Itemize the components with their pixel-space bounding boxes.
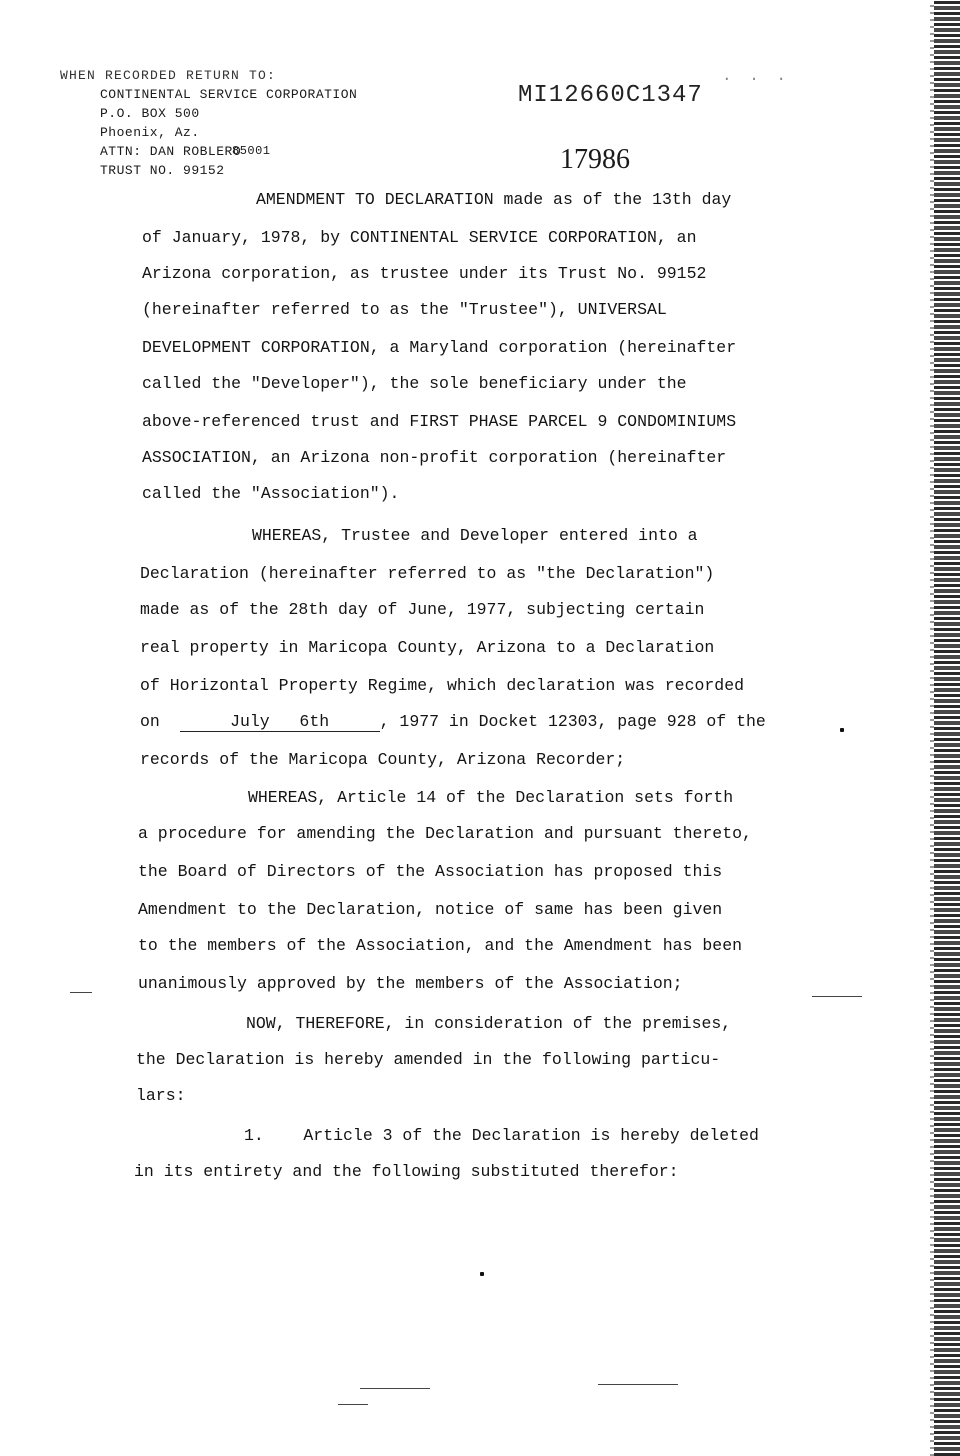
now-therefore-line: NOW, THEREFORE, in consideration of the premises, — [246, 1014, 732, 1033]
scan-mark — [70, 992, 92, 993]
intro-line: DEVELOPMENT CORPORATION, a Maryland corporation (hereinafter — [142, 338, 737, 357]
scan-mark — [598, 1384, 678, 1385]
return-attn: ATTN: DAN ROBLERO — [100, 144, 242, 159]
return-address: P.O. BOX 500 — [100, 106, 200, 121]
intro-line: (hereinafter referred to as the "Trustee"), UNIVERSAL — [142, 300, 667, 319]
return-city: Phoenix, Az. — [100, 125, 200, 140]
return-trust: TRUST NO. 99152 — [100, 163, 225, 178]
intro-line: of January, 1978, by CONTINENTAL SERVICE CORPORATION, an — [142, 228, 697, 247]
return-zip: 85001 — [232, 144, 271, 158]
recorded-day: 6th — [299, 712, 330, 731]
intro-line: ASSOCIATION, an Arizona non-profit corporation (hereinafter — [142, 448, 727, 467]
recorded-suffix: , 1977 in Docket 12303, page 928 of the — [379, 712, 766, 731]
docket-stamp: MI12660C1347 — [518, 82, 703, 109]
whereas1-line: WHEREAS, Trustee and Developer entered into a — [252, 526, 698, 545]
whereas1-line: Declaration (hereinafter referred to as "the Declaration") — [140, 564, 715, 583]
intro-line: above-referenced trust and FIRST PHASE PARCEL 9 CONDOMINIUMS — [142, 412, 737, 431]
scan-specks: · · · — [722, 70, 791, 88]
return-company: CONTINENTAL SERVICE CORPORATION — [100, 87, 358, 102]
now-therefore-line: the Declaration is hereby amended in the following particu- — [136, 1050, 721, 1069]
whereas1-line: real property in Maricopa County, Arizona to a Declaration — [140, 638, 715, 657]
whereas2-line: to the members of the Association, and the Amendment has been — [138, 936, 742, 955]
intro-line: AMENDMENT TO DECLARATION made as of the 13th day — [256, 190, 732, 209]
intro-line: called the "Association"). — [142, 484, 400, 503]
whereas1-line: made as of the 28th day of June, 1977, subjecting certain — [140, 600, 705, 619]
scan-mark — [812, 996, 862, 997]
whereas1-line: of Horizontal Property Regime, which declaration was recorded — [140, 676, 744, 695]
scan-mark — [360, 1388, 430, 1389]
whereas2-line: unanimously approved by the members of the Association; — [138, 974, 683, 993]
whereas2-line: the Board of Directors of the Association has proposed this — [138, 862, 723, 881]
now-therefore-line: lars: — [136, 1086, 186, 1105]
scan-speck — [480, 1272, 484, 1276]
item1-line: 1. Article 3 of the Declaration is hereby deleted — [244, 1126, 759, 1145]
scan-edge-strip — [934, 0, 960, 1456]
intro-line: Arizona corporation, as trustee under its Trust No. 99152 — [142, 264, 707, 283]
scan-mark — [338, 1404, 368, 1405]
recorded-prefix: on — [140, 712, 160, 731]
whereas2-line: a procedure for amending the Declaration and pursuant thereto, — [138, 824, 752, 843]
item1-line: in its entirety and the following substituted therefor: — [134, 1162, 679, 1181]
intro-line: called the "Developer"), the sole beneficiary under the — [142, 374, 687, 393]
recorded-date-blank — [180, 712, 380, 732]
record-number-stamp: 17986 — [560, 144, 630, 175]
whereas2-line: Amendment to the Declaration, notice of same has been given — [138, 900, 723, 919]
return-address-block — [60, 66, 357, 180]
return-heading: WHEN RECORDED RETURN TO: — [60, 68, 277, 83]
scan-speck — [840, 728, 844, 732]
whereas1-end-line: records of the Maricopa County, Arizona Recorder; — [140, 750, 626, 769]
recorded-date-line — [140, 712, 766, 732]
recorded-month: July — [230, 712, 270, 731]
whereas2-line: WHEREAS, Article 14 of the Declaration sets forth — [248, 788, 734, 807]
